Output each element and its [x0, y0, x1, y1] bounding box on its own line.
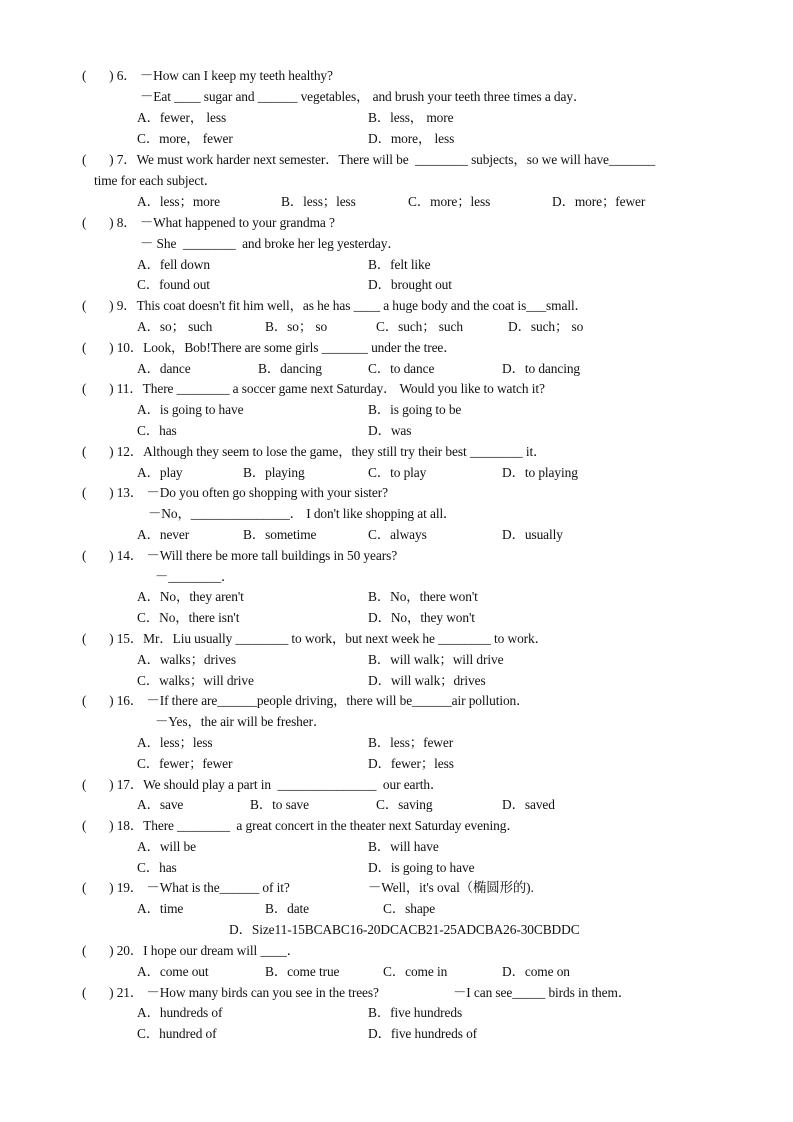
answer-option: C．such； such — [376, 319, 463, 334]
question-text: ( ) 21． －How many birds can you see in the trees? — [82, 985, 379, 1000]
answer-option: D．is going to have — [368, 860, 475, 875]
question-text: ( ) 12．Although they seem to lose the game，they still try their best ________ it． — [82, 444, 547, 459]
answer-option: D．come on — [502, 964, 570, 979]
question-text: ( ) 11．There ________ a soccer game next Saturday． Would you like to watch it? — [82, 381, 545, 396]
answer-option: B．felt like — [368, 257, 431, 272]
question-text: ( ) 9．This coat doesn't fit him well，as he has ____ a huge body and the coat is___small． — [82, 298, 588, 313]
question-text: ( ) 6． －How can I keep my teeth healthy? — [82, 68, 333, 83]
answer-option: A．No，they aren't — [137, 589, 244, 604]
question-text: ( ) 17．We should play a part in _______________ our earth． — [82, 777, 444, 792]
question-text: ( ) 18．There ________ a great concert in the theater next Saturday evening． — [82, 818, 520, 833]
answer-option: C．more；less — [408, 194, 491, 209]
question-text: －Eat ____ sugar and ______ vegetables， and brush your teeth three times a day． — [140, 89, 587, 104]
question-text: ( ) 8． －What happened to your grandma ? — [82, 215, 335, 230]
question-text: ( ) 7．We must work harder next semester．There will be ________ subjects，so we will have_______ — [82, 152, 656, 167]
answer-option: C．No，there isn't — [137, 610, 240, 625]
answer-option: A．hundreds of — [137, 1005, 223, 1020]
answer-option: A．save — [137, 797, 184, 812]
answer-option: D．five hundreds of — [368, 1026, 478, 1041]
answer-option: C．always — [368, 527, 427, 542]
answer-option: A．fewer， less — [137, 110, 227, 125]
answer-option: B．is going to be — [368, 402, 462, 417]
answer-option: B．less；less — [281, 194, 356, 209]
question-text: ( ) 15．Mr．Liu usually ________ to work，but next week he ________ to work． — [82, 631, 548, 646]
answer-option: C．fewer；fewer — [137, 756, 233, 771]
answer-option: B．to save — [250, 797, 309, 812]
answer-option: B．will walk；will drive — [368, 652, 504, 667]
answer-option: A．walks；drives — [137, 652, 237, 667]
answer-option: D．more；fewer — [552, 194, 646, 209]
answer-option: C．shape — [383, 901, 436, 916]
answer-option: B．playing — [243, 465, 305, 480]
question-text: －No，_______________． I don't like shopping at all． — [148, 506, 457, 521]
answer-option: D．will walk；drives — [368, 673, 486, 688]
answer-option: C．has — [137, 860, 177, 875]
answer-option: A．dance — [137, 361, 191, 376]
answer-option: A．fell down — [137, 257, 210, 272]
answer-option: B．so； so — [265, 319, 328, 334]
question-text: － She ________ and broke her leg yesterday． — [140, 236, 401, 251]
answer-option: D．saved — [502, 797, 555, 812]
answer-option: C．more， fewer — [137, 131, 233, 146]
question-text: －I can see_____ birds in them． — [453, 985, 632, 1000]
question-text: ( ) 20．I hope our dream will ____． — [82, 943, 301, 958]
answer-option: C．found out — [137, 277, 210, 292]
answer-option: D．was — [368, 423, 412, 438]
answer-option: A．is going to have — [137, 402, 244, 417]
answer-option: A．time — [137, 901, 184, 916]
answer-option: B．will have — [368, 839, 439, 854]
answer-option: B．sometime — [243, 527, 317, 542]
answer-option: D．fewer；less — [368, 756, 454, 771]
answer-option: A．will be — [137, 839, 196, 854]
answer-option: D．Size11-15BCABC16-20DCACB21-25ADCBA26-30CBDDC — [229, 922, 580, 937]
answer-option: A．play — [137, 465, 183, 480]
answer-option: D．usually — [502, 527, 563, 542]
answer-option: B．No，there won't — [368, 589, 478, 604]
answer-option: C．saving — [376, 797, 433, 812]
question-text: ( ) 14． －Will there be more tall buildings in 50 years? — [82, 548, 398, 563]
answer-option: D．to playing — [502, 465, 578, 480]
answer-option: A．come out — [137, 964, 209, 979]
question-text: time for each subject． — [94, 173, 218, 188]
question-text: －Well，it's oval（椭圆形的). — [368, 880, 534, 895]
answer-option: D．such； so — [508, 319, 584, 334]
answer-option: B．less；fewer — [368, 735, 454, 750]
answer-option: C．hundred of — [137, 1026, 217, 1041]
answer-option: B．date — [265, 901, 310, 916]
answer-option: D．more， less — [368, 131, 455, 146]
question-text: －Yes，the air will be fresher． — [155, 714, 327, 729]
answer-option: B．five hundreds — [368, 1005, 463, 1020]
answer-option: A．less；more — [137, 194, 220, 209]
answer-option: D．brought out — [368, 277, 452, 292]
answer-option: A．so； such — [137, 319, 213, 334]
question-text: ( ) 10．Look，Bob!There are some girls _______ under the tree． — [82, 340, 457, 355]
answer-option: B．less， more — [368, 110, 454, 125]
answer-option: C．has — [137, 423, 177, 438]
answer-option: C．to play — [368, 465, 427, 480]
answer-option: C．walks；will drive — [137, 673, 254, 688]
answer-option: B．come true — [265, 964, 340, 979]
answer-option: A．less；less — [137, 735, 213, 750]
answer-option: B．dancing — [258, 361, 322, 376]
question-text: －________． — [155, 569, 235, 584]
answer-option: D．No，they won't — [368, 610, 475, 625]
answer-option: D．to dancing — [502, 361, 581, 376]
question-text: ( ) 19． －What is the______ of it? — [82, 880, 290, 895]
question-text: ( ) 13． －Do you often go shopping with your sister? — [82, 485, 388, 500]
answer-option: C．come in — [383, 964, 448, 979]
question-text: ( ) 16． －If there are______people driving，there will be______air pollution． — [82, 693, 530, 708]
answer-option: A．never — [137, 527, 190, 542]
answer-option: C．to dance — [368, 361, 435, 376]
